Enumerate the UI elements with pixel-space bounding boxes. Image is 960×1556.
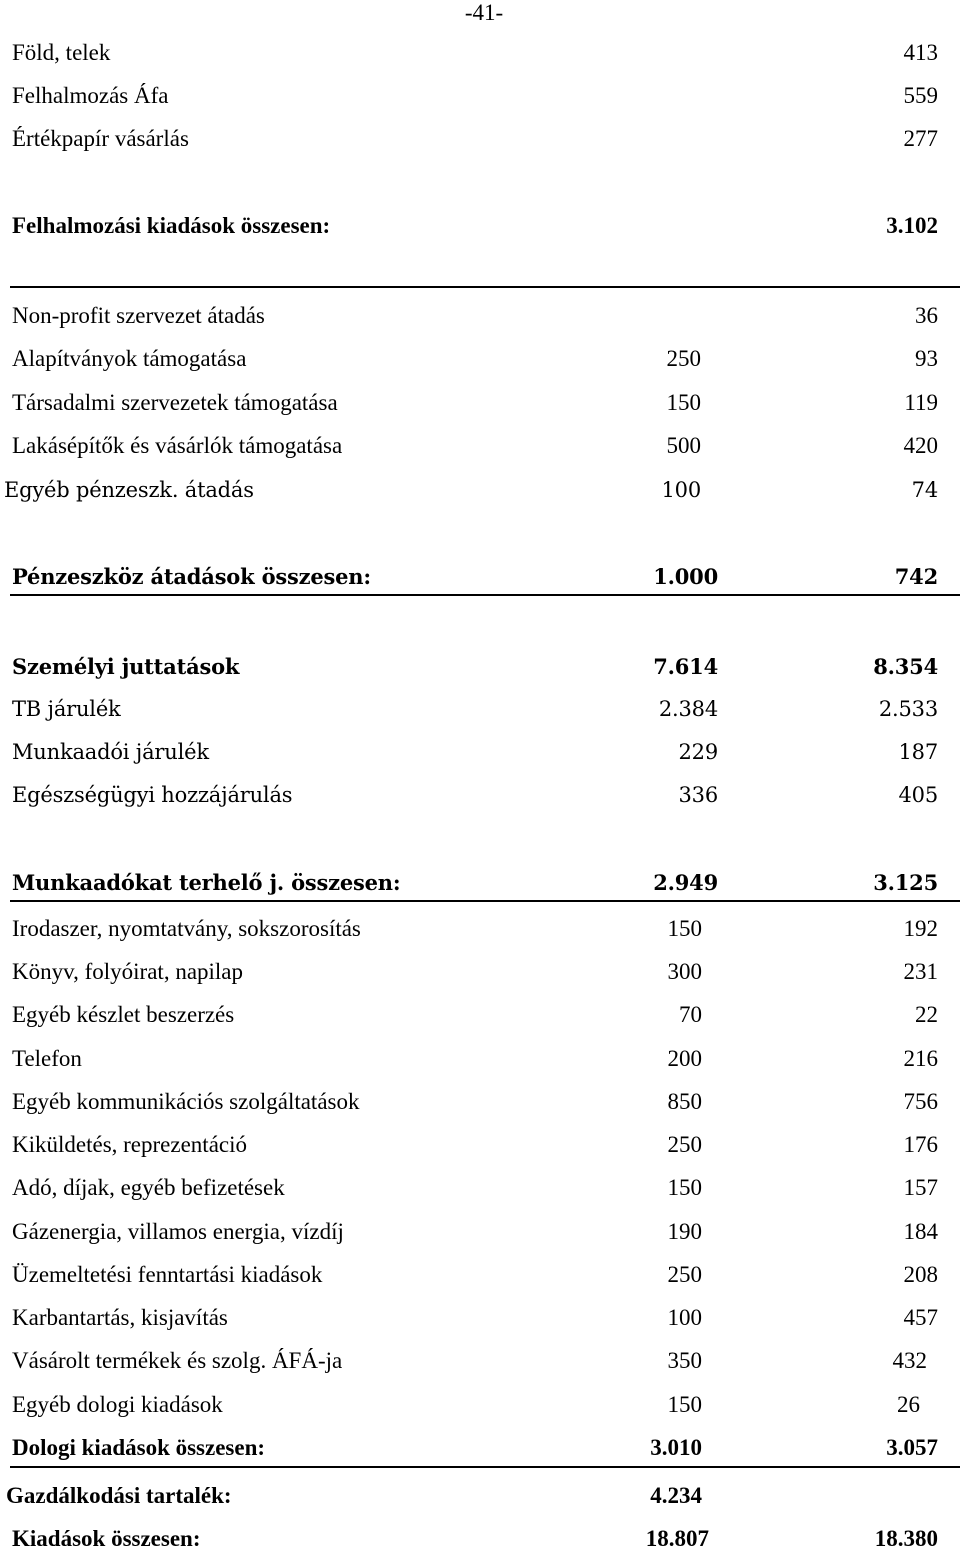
row-value-1: 300 [667, 959, 702, 984]
row-value-2: 208 [903, 1262, 938, 1287]
table-row [0, 955, 960, 989]
row-value-1: 100 [667, 1305, 702, 1330]
row-value-2: 8.354 [873, 654, 938, 679]
table-row [0, 36, 960, 70]
table-row [0, 1042, 960, 1076]
total-value-2: 742 [894, 564, 938, 589]
row-label: Non-profit szervezet átadás [12, 303, 265, 328]
table-row [0, 692, 960, 726]
row-label: Egyéb kommunikációs szolgáltatások [12, 1089, 360, 1114]
row-value-1: 7.614 [653, 654, 718, 679]
table-row [0, 473, 960, 507]
row-value-1: 229 [678, 740, 718, 764]
page-number: -41- [464, 0, 504, 25]
row-value-1: 250 [667, 1132, 702, 1157]
table-row [0, 1344, 960, 1378]
row-label: TB járulék [12, 697, 121, 721]
row-label: Vásárolt termékek és szolg. ÁFÁ-ja [12, 1348, 343, 1373]
total-label: Pénzeszköz átadások összesen: [12, 564, 371, 589]
divider [10, 286, 960, 288]
total-value-1: 2.949 [653, 870, 718, 895]
table-row [0, 429, 960, 463]
row-label: Egyéb dologi kiadások [12, 1392, 223, 1417]
row-label: Könyv, folyóirat, napilap [12, 959, 244, 984]
row-value-2: 187 [898, 740, 938, 764]
row-value-1: 150 [667, 1392, 702, 1417]
row-value-1: 100 [661, 478, 701, 502]
row-label: Lakásépítők és vásárlók támogatása [12, 433, 343, 458]
reserve-row [0, 1479, 960, 1513]
row-value-1: 250 [667, 1262, 702, 1287]
row-value-2: 157 [903, 1175, 938, 1200]
table-row [0, 122, 960, 156]
table-row [0, 650, 960, 684]
row-value-1: 150 [666, 390, 701, 415]
table-row [0, 1258, 960, 1292]
table-row [0, 1085, 960, 1119]
total-value-2: 3.102 [886, 213, 938, 238]
row-value-1: 850 [667, 1089, 702, 1114]
row-value-2: 26 [897, 1392, 920, 1417]
grand-total-value-1: 18.807 [645, 1526, 709, 1551]
row-value-1: 200 [667, 1046, 702, 1071]
row-value-2: 457 [903, 1305, 938, 1330]
row-value-2: 2.533 [878, 697, 938, 721]
total-value-2: 3.125 [873, 870, 938, 895]
total-label: Dologi kiadások összesen: [12, 1435, 266, 1460]
row-value-2: 413 [903, 40, 938, 65]
table-row [0, 912, 960, 946]
row-value-2: 22 [915, 1002, 938, 1027]
row-value-2: 192 [903, 916, 938, 941]
row-value-1: 190 [667, 1219, 702, 1244]
table-row [0, 1388, 960, 1422]
total-row [0, 209, 960, 243]
row-label: Munkaadói járulék [12, 740, 209, 764]
table-row [0, 778, 960, 812]
total-value-1: 1.000 [653, 564, 718, 589]
table-row [0, 998, 960, 1032]
row-value-1: 150 [667, 916, 702, 941]
row-label: Egészségügyi hozzájárulás [12, 783, 293, 807]
row-label: Értékpapír vásárlás [12, 126, 189, 151]
row-value-2: 277 [903, 126, 938, 151]
total-value-1: 3.010 [650, 1435, 702, 1460]
reserve-value: 4.234 [650, 1483, 702, 1508]
grand-total-value-2: 18.380 [874, 1526, 938, 1551]
total-row [0, 866, 960, 900]
table-row [0, 342, 960, 376]
row-label: Üzemeltetési fenntartási kiadások [12, 1262, 323, 1287]
row-label: Alapítványok támogatása [12, 346, 247, 371]
table-row [0, 1128, 960, 1162]
row-label: Föld, telek [12, 40, 111, 65]
row-label: Társadalmi szervezetek támogatása [12, 390, 338, 415]
row-label: Egyéb pénzeszk. átadás [4, 478, 254, 502]
total-row [0, 560, 960, 594]
row-value-2: 184 [903, 1219, 938, 1244]
row-value-2: 93 [915, 346, 938, 371]
divider [10, 900, 960, 902]
total-label: Munkaadókat terhelő j. összesen: [12, 870, 401, 895]
row-label: Karbantartás, kisjavítás [12, 1305, 228, 1330]
row-value-2: 119 [904, 390, 938, 415]
row-label: Felhalmozás Áfa [12, 83, 169, 108]
total-value-2: 3.057 [886, 1435, 938, 1460]
divider [10, 594, 960, 596]
row-label: Telefon [12, 1046, 82, 1071]
row-value-1: 336 [678, 783, 718, 807]
table-row [0, 79, 960, 113]
total-label: Felhalmozási kiadások összesen: [12, 213, 331, 238]
table-row [0, 1215, 960, 1249]
total-row [0, 1431, 960, 1465]
row-value-2: 231 [903, 959, 938, 984]
reserve-label: Gazdálkodási tartalék: [6, 1483, 232, 1508]
row-value-1: 2.384 [658, 697, 718, 721]
row-value-2: 405 [898, 783, 938, 807]
row-value-1: 150 [667, 1175, 702, 1200]
row-value-1: 70 [679, 1002, 702, 1027]
row-value-2: 559 [903, 83, 938, 108]
row-label: Egyéb készlet beszerzés [12, 1002, 235, 1027]
table-row [0, 299, 960, 333]
row-value-2: 36 [915, 303, 938, 328]
divider [10, 1466, 960, 1468]
row-value-2: 176 [903, 1132, 938, 1157]
grand-total-label: Kiadások összesen: [12, 1526, 201, 1551]
row-value-2: 420 [903, 433, 938, 458]
row-label: Kiküldetés, reprezentáció [12, 1132, 247, 1157]
table-row [0, 386, 960, 420]
row-label: Személyi juttatások [12, 654, 240, 679]
table-row [0, 1171, 960, 1205]
row-label: Irodaszer, nyomtatvány, sokszorosítás [12, 916, 361, 941]
row-value-1: 350 [667, 1348, 702, 1373]
row-value-1: 250 [666, 346, 701, 371]
row-value-1: 500 [666, 433, 701, 458]
table-row [0, 735, 960, 769]
row-value-2: 74 [911, 478, 938, 502]
table-row [0, 1301, 960, 1335]
row-value-2: 216 [903, 1046, 938, 1071]
row-value-2: 432 [892, 1348, 927, 1373]
row-value-2: 756 [903, 1089, 938, 1114]
row-label: Adó, díjak, egyéb befizetések [12, 1175, 285, 1200]
row-label: Gázenergia, villamos energia, vízdíj [12, 1219, 344, 1244]
